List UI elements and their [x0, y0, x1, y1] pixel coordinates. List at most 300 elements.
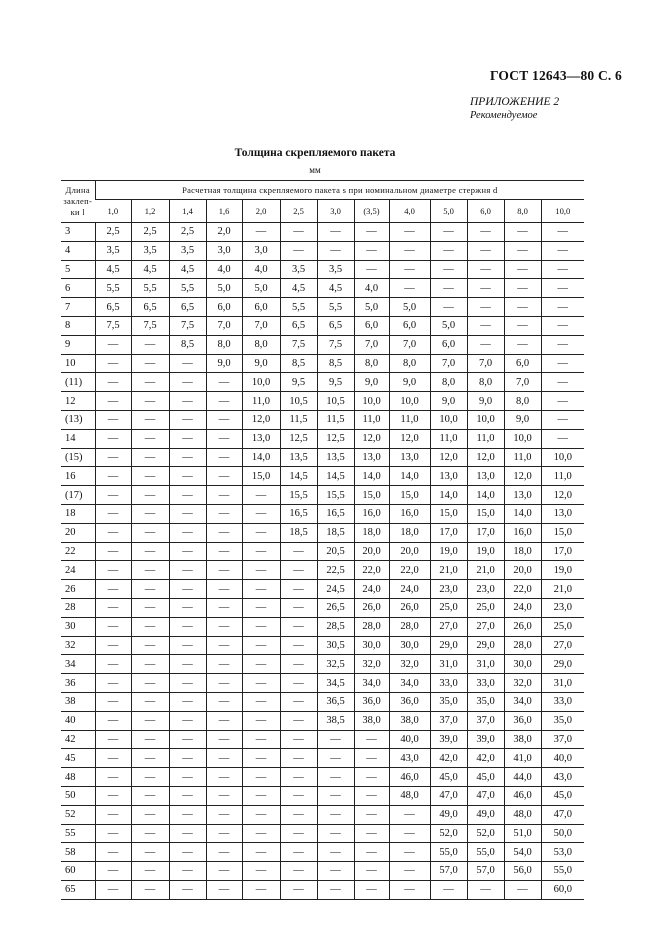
thickness-cell: — — [354, 843, 389, 862]
thickness-cell: 9,5 — [317, 373, 354, 392]
rivet-length-cell: 58 — [61, 843, 95, 862]
thickness-cell: — — [242, 711, 280, 730]
thickness-cell: — — [280, 824, 317, 843]
diameter-header: 1,6 — [206, 200, 242, 223]
thickness-cell: — — [169, 354, 206, 373]
thickness-cell: — — [206, 504, 242, 523]
thickness-cell: 38,0 — [389, 711, 430, 730]
thickness-cell: — — [242, 223, 280, 242]
table-row — [61, 561, 584, 580]
thickness-cell: 19,0 — [467, 542, 504, 561]
thickness-cell: 3,5 — [169, 241, 206, 260]
table-row — [61, 354, 584, 373]
thickness-cell: 35,0 — [430, 692, 467, 711]
thickness-cell: — — [131, 862, 169, 881]
thickness-cell: — — [169, 824, 206, 843]
diameter-header: 4,0 — [389, 200, 430, 223]
thickness-group-header: Расчетная толщина скрепляемого пакета s при номинальном диаметре стержня d — [95, 181, 584, 200]
thickness-cell: — — [169, 598, 206, 617]
thickness-cell: — — [206, 561, 242, 580]
thickness-cell: 60,0 — [541, 880, 584, 899]
thickness-cell: — — [280, 749, 317, 768]
thickness-cell: 30,0 — [354, 636, 389, 655]
thickness-cell: 57,0 — [430, 862, 467, 881]
rivet-length-cell: 20 — [61, 523, 95, 542]
thickness-cell: — — [131, 749, 169, 768]
thickness-cell: 15,5 — [280, 486, 317, 505]
thickness-cell: 6,5 — [131, 298, 169, 317]
thickness-cell: 24,5 — [317, 580, 354, 599]
thickness-cell: 28,0 — [354, 617, 389, 636]
thickness-cell: — — [169, 429, 206, 448]
thickness-cell: — — [317, 824, 354, 843]
thickness-cell: — — [95, 730, 131, 749]
table-body — [61, 223, 584, 900]
thickness-cell: 7,0 — [504, 373, 541, 392]
thickness-cell: — — [317, 241, 354, 260]
thickness-cell: 41,0 — [504, 749, 541, 768]
thickness-cell: 20,0 — [354, 542, 389, 561]
thickness-cell: 56,0 — [504, 862, 541, 881]
thickness-cell: — — [317, 880, 354, 899]
thickness-cell: 36,0 — [504, 711, 541, 730]
thickness-cell: 9,0 — [430, 392, 467, 411]
thickness-cell: — — [354, 862, 389, 881]
thickness-cell: — — [95, 598, 131, 617]
table-row — [61, 824, 584, 843]
thickness-cell: — — [131, 730, 169, 749]
thickness-cell: — — [317, 862, 354, 881]
thickness-cell: — — [131, 580, 169, 599]
thickness-cell: 13,5 — [317, 448, 354, 467]
diameter-header: (3,5) — [354, 200, 389, 223]
thickness-cell: — — [354, 824, 389, 843]
thickness-cell: 26,0 — [354, 598, 389, 617]
thickness-cell: — — [317, 768, 354, 787]
thickness-cell: — — [95, 786, 131, 805]
thickness-cell: 5,0 — [206, 279, 242, 298]
diameter-header: 6,0 — [467, 200, 504, 223]
thickness-cell: — — [541, 335, 584, 354]
thickness-cell: — — [206, 636, 242, 655]
thickness-table — [61, 180, 584, 900]
rivet-length-cell: 36 — [61, 674, 95, 693]
thickness-cell: 4,0 — [242, 260, 280, 279]
thickness-cell: — — [280, 636, 317, 655]
table-row — [61, 467, 584, 486]
rivet-length-cell: 65 — [61, 880, 95, 899]
table-row — [61, 636, 584, 655]
table-row — [61, 674, 584, 693]
thickness-cell: 35,0 — [467, 692, 504, 711]
table-row — [61, 260, 584, 279]
thickness-cell: — — [131, 467, 169, 486]
rivet-length-cell: (13) — [61, 410, 95, 429]
thickness-cell: 30,0 — [389, 636, 430, 655]
thickness-cell: 22,0 — [389, 561, 430, 580]
thickness-cell: 35,0 — [541, 711, 584, 730]
thickness-cell: — — [169, 504, 206, 523]
thickness-cell: 14,0 — [467, 486, 504, 505]
thickness-cell: 13,0 — [242, 429, 280, 448]
thickness-cell: 7,0 — [242, 316, 280, 335]
thickness-cell: — — [280, 598, 317, 617]
thickness-cell: 18,0 — [504, 542, 541, 561]
thickness-cell: 23,0 — [541, 598, 584, 617]
thickness-cell: — — [317, 223, 354, 242]
thickness-cell: 31,0 — [467, 655, 504, 674]
thickness-cell: — — [389, 880, 430, 899]
thickness-cell: — — [242, 636, 280, 655]
thickness-cell: — — [242, 617, 280, 636]
thickness-cell: 19,0 — [541, 561, 584, 580]
rivet-length-cell: 22 — [61, 542, 95, 561]
thickness-cell: 52,0 — [467, 824, 504, 843]
thickness-cell: — — [131, 805, 169, 824]
thickness-cell: 12,0 — [389, 429, 430, 448]
thickness-cell: — — [131, 617, 169, 636]
thickness-cell: — — [131, 711, 169, 730]
thickness-cell: — — [541, 410, 584, 429]
thickness-cell: 30,5 — [317, 636, 354, 655]
thickness-cell: 12,0 — [430, 448, 467, 467]
rivet-length-cell: 40 — [61, 711, 95, 730]
thickness-cell: — — [242, 655, 280, 674]
thickness-cell: 8,5 — [280, 354, 317, 373]
thickness-cell: — — [206, 486, 242, 505]
thickness-cell: — — [131, 655, 169, 674]
thickness-cell: 11,5 — [317, 410, 354, 429]
thickness-cell: 5,5 — [95, 279, 131, 298]
thickness-cell: — — [169, 636, 206, 655]
thickness-cell: — — [131, 392, 169, 411]
thickness-cell: 9,5 — [280, 373, 317, 392]
rivet-length-cell: (15) — [61, 448, 95, 467]
thickness-cell: 10,5 — [317, 392, 354, 411]
thickness-cell: 8,0 — [504, 392, 541, 411]
thickness-cell: — — [280, 786, 317, 805]
thickness-cell: — — [280, 730, 317, 749]
thickness-cell: 13,5 — [280, 448, 317, 467]
thickness-cell: — — [242, 786, 280, 805]
thickness-cell: 5,5 — [280, 298, 317, 317]
thickness-cell: — — [169, 843, 206, 862]
thickness-cell: — — [430, 279, 467, 298]
thickness-cell: — — [317, 786, 354, 805]
thickness-cell: — — [206, 598, 242, 617]
table-row — [61, 241, 584, 260]
rivet-length-cell: 12 — [61, 392, 95, 411]
thickness-cell: 45,0 — [467, 768, 504, 787]
thickness-cell: — — [467, 316, 504, 335]
table-row — [61, 504, 584, 523]
thickness-cell: — — [242, 824, 280, 843]
thickness-cell: 18,5 — [280, 523, 317, 542]
thickness-cell: 47,0 — [467, 786, 504, 805]
thickness-cell: 4,5 — [169, 260, 206, 279]
thickness-cell: — — [131, 354, 169, 373]
thickness-cell: — — [169, 523, 206, 542]
table-row — [61, 580, 584, 599]
thickness-cell: — — [131, 636, 169, 655]
diameter-header: 1,0 — [95, 200, 131, 223]
thickness-cell: — — [206, 674, 242, 693]
thickness-cell: 22,0 — [354, 561, 389, 580]
thickness-cell: — — [206, 768, 242, 787]
thickness-cell: — — [131, 824, 169, 843]
thickness-cell: 2,5 — [95, 223, 131, 242]
thickness-cell: 7,0 — [467, 354, 504, 373]
thickness-cell: 22,0 — [504, 580, 541, 599]
length-header-line-3: ки l — [70, 207, 85, 217]
thickness-cell: 34,0 — [504, 692, 541, 711]
rivet-length-cell: 30 — [61, 617, 95, 636]
thickness-cell: 13,0 — [467, 467, 504, 486]
thickness-cell: 45,0 — [541, 786, 584, 805]
thickness-cell: — — [280, 617, 317, 636]
thickness-cell: — — [467, 223, 504, 242]
thickness-cell: 33,0 — [467, 674, 504, 693]
thickness-cell: 13,0 — [541, 504, 584, 523]
thickness-cell: 13,0 — [389, 448, 430, 467]
document-code: ГОСТ 12643—80 С. 6 — [489, 68, 622, 83]
thickness-cell: 45,0 — [430, 768, 467, 787]
thickness-cell: — — [504, 298, 541, 317]
thickness-cell: — — [95, 467, 131, 486]
thickness-cell: 32,5 — [317, 655, 354, 674]
thickness-cell: 7,5 — [95, 316, 131, 335]
thickness-cell: — — [389, 862, 430, 881]
thickness-cell: — — [280, 223, 317, 242]
thickness-cell: — — [242, 843, 280, 862]
thickness-cell: — — [131, 843, 169, 862]
thickness-cell: 7,5 — [169, 316, 206, 335]
diameter-header: 1,2 — [131, 200, 169, 223]
thickness-cell: — — [541, 260, 584, 279]
thickness-cell: — — [354, 241, 389, 260]
thickness-cell: — — [389, 843, 430, 862]
thickness-cell: 18,0 — [389, 523, 430, 542]
thickness-cell: — — [242, 880, 280, 899]
thickness-cell: 12,0 — [504, 467, 541, 486]
length-column-header — [61, 181, 95, 223]
thickness-cell: 54,0 — [504, 843, 541, 862]
thickness-cell: 31,0 — [430, 655, 467, 674]
thickness-cell: — — [169, 373, 206, 392]
rivet-length-cell: 42 — [61, 730, 95, 749]
thickness-cell: — — [131, 486, 169, 505]
thickness-cell: — — [280, 241, 317, 260]
thickness-cell: 12,0 — [541, 486, 584, 505]
thickness-cell: 19,0 — [430, 542, 467, 561]
thickness-cell: — — [389, 824, 430, 843]
thickness-cell: 8,0 — [354, 354, 389, 373]
thickness-cell: 10,0 — [467, 410, 504, 429]
rivet-length-cell: 16 — [61, 467, 95, 486]
thickness-cell: — — [504, 335, 541, 354]
appendix-subtitle: Рекомендуемое — [470, 110, 538, 121]
thickness-cell: 17,0 — [467, 523, 504, 542]
table-row — [61, 542, 584, 561]
thickness-cell: 23,0 — [467, 580, 504, 599]
thickness-cell: 5,0 — [389, 298, 430, 317]
thickness-cell: 10,0 — [504, 429, 541, 448]
table-row — [61, 862, 584, 881]
rivet-length-cell: (17) — [61, 486, 95, 505]
thickness-cell: 24,0 — [354, 580, 389, 599]
appendix-title: ПРИЛОЖЕНИЕ 2 — [470, 96, 560, 108]
thickness-cell: 12,0 — [354, 429, 389, 448]
thickness-cell: 7,0 — [354, 335, 389, 354]
thickness-cell: 4,0 — [354, 279, 389, 298]
thickness-cell: 9,0 — [504, 410, 541, 429]
thickness-cell: 20,0 — [389, 542, 430, 561]
thickness-cell: 29,0 — [430, 636, 467, 655]
rivet-length-cell: 55 — [61, 824, 95, 843]
thickness-cell: 26,0 — [504, 617, 541, 636]
thickness-cell: 27,0 — [467, 617, 504, 636]
thickness-cell: — — [280, 805, 317, 824]
thickness-cell: — — [430, 241, 467, 260]
diameter-header: 1,4 — [169, 200, 206, 223]
rivet-length-cell: 4 — [61, 241, 95, 260]
thickness-cell: — — [317, 843, 354, 862]
thickness-cell: 37,0 — [541, 730, 584, 749]
thickness-cell: 9,0 — [354, 373, 389, 392]
thickness-cell: — — [389, 279, 430, 298]
thickness-cell: — — [95, 617, 131, 636]
table-row — [61, 373, 584, 392]
thickness-cell: — — [504, 279, 541, 298]
thickness-cell: — — [131, 542, 169, 561]
thickness-cell: — — [541, 298, 584, 317]
thickness-cell: 10,0 — [354, 392, 389, 411]
thickness-cell: — — [354, 786, 389, 805]
thickness-cell: 31,0 — [541, 674, 584, 693]
thickness-cell: 21,0 — [430, 561, 467, 580]
thickness-cell: 16,5 — [280, 504, 317, 523]
rivet-length-cell: 8 — [61, 316, 95, 335]
thickness-cell: 14,5 — [317, 467, 354, 486]
thickness-cell: 14,5 — [280, 467, 317, 486]
thickness-cell: 16,5 — [317, 504, 354, 523]
length-header-line-1: Длина — [65, 185, 90, 195]
rivet-length-cell: 45 — [61, 749, 95, 768]
thickness-cell: 15,0 — [467, 504, 504, 523]
thickness-cell: 39,0 — [467, 730, 504, 749]
thickness-cell: 4,5 — [95, 260, 131, 279]
thickness-cell: — — [430, 223, 467, 242]
table-row — [61, 880, 584, 899]
table-row — [61, 486, 584, 505]
thickness-cell: — — [242, 768, 280, 787]
thickness-cell: — — [169, 749, 206, 768]
thickness-cell: — — [131, 410, 169, 429]
thickness-cell: — — [354, 749, 389, 768]
thickness-cell: 57,0 — [467, 862, 504, 881]
thickness-cell: 5,0 — [430, 316, 467, 335]
thickness-cell: — — [389, 805, 430, 824]
thickness-cell: 44,0 — [504, 768, 541, 787]
rivet-length-cell: 28 — [61, 598, 95, 617]
thickness-cell: — — [541, 392, 584, 411]
thickness-cell: 12,5 — [317, 429, 354, 448]
table-row — [61, 655, 584, 674]
thickness-cell: — — [169, 768, 206, 787]
thickness-cell: — — [242, 542, 280, 561]
thickness-cell: 34,5 — [317, 674, 354, 693]
thickness-cell: 28,5 — [317, 617, 354, 636]
thickness-cell: 5,0 — [354, 298, 389, 317]
thickness-cell: 23,0 — [430, 580, 467, 599]
thickness-cell: 13,0 — [430, 467, 467, 486]
thickness-cell: 10,0 — [541, 448, 584, 467]
thickness-cell: — — [206, 580, 242, 599]
thickness-cell: 14,0 — [354, 467, 389, 486]
thickness-cell: — — [467, 241, 504, 260]
thickness-cell: — — [169, 880, 206, 899]
table-row — [61, 730, 584, 749]
thickness-cell: 3,0 — [242, 241, 280, 260]
rivet-length-cell: 26 — [61, 580, 95, 599]
thickness-cell: 7,5 — [280, 335, 317, 354]
thickness-cell: — — [242, 805, 280, 824]
table-header-row — [61, 181, 584, 200]
thickness-cell: — — [541, 279, 584, 298]
thickness-cell: — — [169, 580, 206, 599]
rivet-length-cell: 10 — [61, 354, 95, 373]
thickness-cell: 10,0 — [430, 410, 467, 429]
thickness-cell: 26,0 — [389, 598, 430, 617]
thickness-cell: — — [131, 598, 169, 617]
thickness-cell: — — [131, 880, 169, 899]
thickness-cell: 5,5 — [169, 279, 206, 298]
thickness-cell: 14,0 — [242, 448, 280, 467]
thickness-cell: — — [541, 373, 584, 392]
thickness-cell: 4,0 — [206, 260, 242, 279]
thickness-cell: — — [169, 486, 206, 505]
thickness-cell: — — [206, 655, 242, 674]
table-row — [61, 749, 584, 768]
rivet-length-cell: (11) — [61, 373, 95, 392]
thickness-cell: — — [242, 749, 280, 768]
table-row — [61, 316, 584, 335]
thickness-cell: 47,0 — [430, 786, 467, 805]
thickness-cell: — — [131, 786, 169, 805]
thickness-cell: 10,0 — [242, 373, 280, 392]
thickness-cell: — — [131, 674, 169, 693]
thickness-cell: 14,0 — [430, 486, 467, 505]
thickness-cell: 12,0 — [467, 448, 504, 467]
thickness-cell: — — [95, 486, 131, 505]
thickness-cell: 50,0 — [541, 824, 584, 843]
thickness-cell: — — [206, 692, 242, 711]
thickness-cell: — — [389, 241, 430, 260]
thickness-cell: — — [242, 730, 280, 749]
thickness-cell: 52,0 — [430, 824, 467, 843]
diameter-header: 5,0 — [430, 200, 467, 223]
thickness-cell: — — [354, 880, 389, 899]
thickness-cell: — — [206, 523, 242, 542]
thickness-cell: 6,0 — [430, 335, 467, 354]
thickness-cell: 4,5 — [317, 279, 354, 298]
thickness-cell: — — [317, 749, 354, 768]
thickness-cell: — — [354, 768, 389, 787]
rivet-length-cell: 32 — [61, 636, 95, 655]
thickness-cell: 8,0 — [430, 373, 467, 392]
table-row — [61, 429, 584, 448]
thickness-cell: 21,0 — [467, 561, 504, 580]
